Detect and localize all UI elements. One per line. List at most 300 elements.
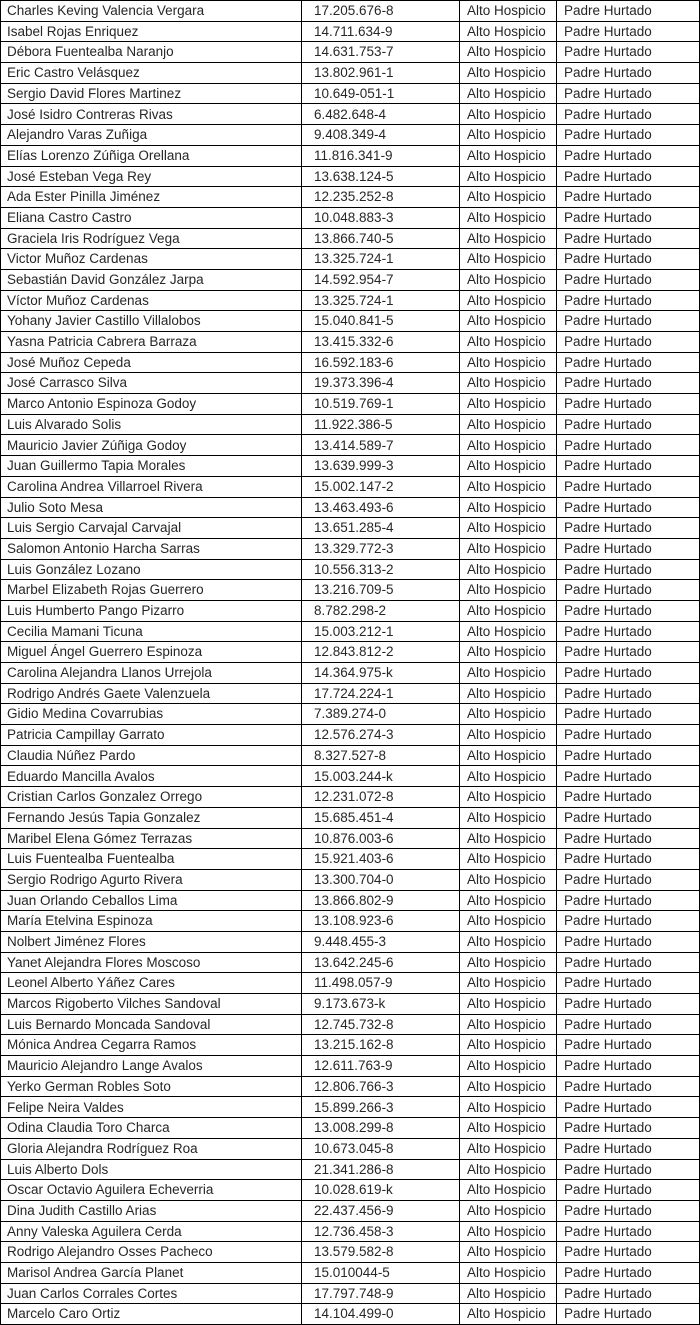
cell-location: Padre Hurtado xyxy=(557,187,700,208)
cell-person-name: Leonel Alberto Yáñez Cares xyxy=(1,973,302,994)
cell-person-name: Cristian Carlos Gonzalez Orrego xyxy=(1,787,302,808)
cell-person-name: Elías Lorenzo Zúñiga Orellana xyxy=(1,146,302,167)
cell-person-name: Juan Orlando Ceballos Lima xyxy=(1,891,302,912)
cell-city: Alto Hospicio xyxy=(460,456,557,477)
cell-location: Padre Hurtado xyxy=(557,22,700,43)
table-row xyxy=(1,663,700,684)
table-row xyxy=(1,104,700,125)
cell-location: Padre Hurtado xyxy=(557,415,700,436)
cell-rut: 13.329.772-3 xyxy=(302,539,460,560)
cell-location: Padre Hurtado xyxy=(557,829,700,850)
cell-rut: 13.415.332-6 xyxy=(302,332,460,353)
table-row xyxy=(1,973,700,994)
cell-city: Alto Hospicio xyxy=(460,849,557,870)
cell-person-name: Alejandro Varas Zuñiga xyxy=(1,125,302,146)
cell-location: Padre Hurtado xyxy=(557,787,700,808)
cell-person-name: Juan Carlos Corrales Cortes xyxy=(1,1284,302,1305)
cell-city: Alto Hospicio xyxy=(460,353,557,374)
cell-person-name: Sergio Rodrigo Agurto Rivera xyxy=(1,870,302,891)
cell-person-name: Victor Muñoz Cardenas xyxy=(1,249,302,270)
cell-person-name: Luis Bernardo Moncada Sandoval xyxy=(1,1015,302,1036)
table-row xyxy=(1,249,700,270)
cell-location: Padre Hurtado xyxy=(557,560,700,581)
cell-city: Alto Hospicio xyxy=(460,663,557,684)
cell-rut: 15.685.451-4 xyxy=(302,808,460,829)
table-row xyxy=(1,229,700,250)
cell-person-name: Gidio Medina Covarrubias xyxy=(1,704,302,725)
cell-location: Padre Hurtado xyxy=(557,1077,700,1098)
cell-location: Padre Hurtado xyxy=(557,477,700,498)
cell-rut: 14.711.634-9 xyxy=(302,22,460,43)
cell-rut: 13.414.589-7 xyxy=(302,435,460,456)
cell-city: Alto Hospicio xyxy=(460,373,557,394)
cell-location: Padre Hurtado xyxy=(557,1160,700,1181)
cell-rut: 13.642.245-6 xyxy=(302,953,460,974)
cell-location: Padre Hurtado xyxy=(557,601,700,622)
cell-person-name: Yasna Patricia Cabrera Barraza xyxy=(1,332,302,353)
cell-city: Alto Hospicio xyxy=(460,953,557,974)
cell-city: Alto Hospicio xyxy=(460,332,557,353)
cell-city: Alto Hospicio xyxy=(460,229,557,250)
cell-rut: 10.028.619-k xyxy=(302,1180,460,1201)
cell-rut: 10.876.003-6 xyxy=(302,829,460,850)
cell-rut: 9.408.349-4 xyxy=(302,125,460,146)
cell-rut: 11.816.341-9 xyxy=(302,146,460,167)
cell-person-name: Sergio David Flores Martinez xyxy=(1,84,302,105)
cell-person-name: Luis Humberto Pango Pizarro xyxy=(1,601,302,622)
cell-location: Padre Hurtado xyxy=(557,498,700,519)
cell-person-name: Ada Ester Pinilla Jiménez xyxy=(1,187,302,208)
cell-city: Alto Hospicio xyxy=(460,63,557,84)
cell-rut: 13.866.802-9 xyxy=(302,891,460,912)
cell-location: Padre Hurtado xyxy=(557,663,700,684)
cell-location: Padre Hurtado xyxy=(557,146,700,167)
cell-location: Padre Hurtado xyxy=(557,539,700,560)
cell-person-name: Eduardo Mancilla Avalos xyxy=(1,766,302,787)
cell-person-name: Marisol Andrea García Planet xyxy=(1,1263,302,1284)
cell-city: Alto Hospicio xyxy=(460,435,557,456)
cell-person-name: Cecilia Mamani Ticuna xyxy=(1,622,302,643)
cell-city: Alto Hospicio xyxy=(460,1,557,22)
cell-rut: 8.327.527-8 xyxy=(302,746,460,767)
table-row xyxy=(1,1222,700,1243)
table-row xyxy=(1,1201,700,1222)
cell-city: Alto Hospicio xyxy=(460,1077,557,1098)
table-row xyxy=(1,1056,700,1077)
cell-location: Padre Hurtado xyxy=(557,684,700,705)
cell-person-name: Charles Keving Valencia Vergara xyxy=(1,1,302,22)
cell-city: Alto Hospicio xyxy=(460,311,557,332)
table-row xyxy=(1,622,700,643)
cell-person-name: Salomon Antonio Harcha Sarras xyxy=(1,539,302,560)
cell-person-name: Marcos Rigoberto Vilches Sandoval xyxy=(1,994,302,1015)
cell-city: Alto Hospicio xyxy=(460,518,557,539)
cell-rut: 13.866.740-5 xyxy=(302,229,460,250)
table-row xyxy=(1,684,700,705)
cell-location: Padre Hurtado xyxy=(557,208,700,229)
cell-rut: 13.300.704-0 xyxy=(302,870,460,891)
table-row xyxy=(1,435,700,456)
cell-person-name: Mónica Andrea Cegarra Ramos xyxy=(1,1035,302,1056)
cell-person-name: Maribel Elena Gómez Terrazas xyxy=(1,829,302,850)
cell-city: Alto Hospicio xyxy=(460,1118,557,1139)
cell-city: Alto Hospicio xyxy=(460,125,557,146)
cell-location: Padre Hurtado xyxy=(557,332,700,353)
cell-rut: 15.899.266-3 xyxy=(302,1097,460,1118)
cell-person-name: Graciela Iris Rodríguez Vega xyxy=(1,229,302,250)
cell-city: Alto Hospicio xyxy=(460,642,557,663)
cell-rut: 12.736.458-3 xyxy=(302,1222,460,1243)
cell-city: Alto Hospicio xyxy=(460,1284,557,1305)
cell-city: Alto Hospicio xyxy=(460,932,557,953)
cell-city: Alto Hospicio xyxy=(460,1139,557,1160)
cell-rut: 12.576.274-3 xyxy=(302,725,460,746)
cell-person-name: Luis Sergio Carvajal Carvajal xyxy=(1,518,302,539)
cell-city: Alto Hospicio xyxy=(460,42,557,63)
cell-rut: 10.048.883-3 xyxy=(302,208,460,229)
cell-person-name: Luis Fuentealba Fuentealba xyxy=(1,849,302,870)
table-row xyxy=(1,477,700,498)
cell-city: Alto Hospicio xyxy=(460,704,557,725)
cell-rut: 13.325.724-1 xyxy=(302,291,460,312)
table-row xyxy=(1,560,700,581)
cell-city: Alto Hospicio xyxy=(460,766,557,787)
cell-location: Padre Hurtado xyxy=(557,953,700,974)
cell-city: Alto Hospicio xyxy=(460,1160,557,1181)
cell-location: Padre Hurtado xyxy=(557,973,700,994)
table-row xyxy=(1,353,700,374)
cell-location: Padre Hurtado xyxy=(557,580,700,601)
cell-location: Padre Hurtado xyxy=(557,456,700,477)
cell-location: Padre Hurtado xyxy=(557,1035,700,1056)
table-row xyxy=(1,870,700,891)
cell-location: Padre Hurtado xyxy=(557,249,700,270)
cell-rut: 15.002.147-2 xyxy=(302,477,460,498)
cell-city: Alto Hospicio xyxy=(460,1222,557,1243)
table-row xyxy=(1,580,700,601)
table-row xyxy=(1,994,700,1015)
table-row xyxy=(1,208,700,229)
cell-location: Padre Hurtado xyxy=(557,746,700,767)
cell-location: Padre Hurtado xyxy=(557,167,700,188)
cell-city: Alto Hospicio xyxy=(460,208,557,229)
cell-city: Alto Hospicio xyxy=(460,808,557,829)
cell-location: Padre Hurtado xyxy=(557,1263,700,1284)
table-row xyxy=(1,498,700,519)
cell-city: Alto Hospicio xyxy=(460,1035,557,1056)
cell-location: Padre Hurtado xyxy=(557,725,700,746)
cell-rut: 13.579.582-8 xyxy=(302,1242,460,1263)
table-row xyxy=(1,42,700,63)
table-row xyxy=(1,1139,700,1160)
cell-rut: 7.389.274-0 xyxy=(302,704,460,725)
cell-person-name: Carolina Alejandra Llanos Urrejola xyxy=(1,663,302,684)
cell-location: Padre Hurtado xyxy=(557,808,700,829)
table-row xyxy=(1,829,700,850)
cell-person-name: Marbel Elizabeth Rojas Guerrero xyxy=(1,580,302,601)
cell-location: Padre Hurtado xyxy=(557,1180,700,1201)
cell-location: Padre Hurtado xyxy=(557,642,700,663)
cell-person-name: José Muñoz Cepeda xyxy=(1,353,302,374)
cell-city: Alto Hospicio xyxy=(460,1097,557,1118)
cell-city: Alto Hospicio xyxy=(460,746,557,767)
cell-rut: 13.216.709-5 xyxy=(302,580,460,601)
cell-city: Alto Hospicio xyxy=(460,870,557,891)
cell-city: Alto Hospicio xyxy=(460,560,557,581)
table-row xyxy=(1,642,700,663)
table-row xyxy=(1,539,700,560)
cell-person-name: Mauricio Javier Zúñiga Godoy xyxy=(1,435,302,456)
cell-rut: 13.802.961-1 xyxy=(302,63,460,84)
table-row xyxy=(1,1304,700,1325)
cell-rut: 21.341.286-8 xyxy=(302,1160,460,1181)
table-row xyxy=(1,22,700,43)
cell-person-name: José Carrasco Silva xyxy=(1,373,302,394)
cell-rut: 14.592.954-7 xyxy=(302,270,460,291)
cell-location: Padre Hurtado xyxy=(557,1,700,22)
cell-person-name: José Esteban Vega Rey xyxy=(1,167,302,188)
cell-city: Alto Hospicio xyxy=(460,1056,557,1077)
cell-city: Alto Hospicio xyxy=(460,1015,557,1036)
cell-city: Alto Hospicio xyxy=(460,291,557,312)
table-row xyxy=(1,746,700,767)
cell-location: Padre Hurtado xyxy=(557,1242,700,1263)
table-row xyxy=(1,1015,700,1036)
cell-city: Alto Hospicio xyxy=(460,415,557,436)
cell-city: Alto Hospicio xyxy=(460,891,557,912)
cell-city: Alto Hospicio xyxy=(460,249,557,270)
cell-city: Alto Hospicio xyxy=(460,1263,557,1284)
cell-location: Padre Hurtado xyxy=(557,870,700,891)
cell-location: Padre Hurtado xyxy=(557,353,700,374)
cell-person-name: Marco Antonio Espinoza Godoy xyxy=(1,394,302,415)
cell-person-name: Carolina Andrea Villarroel Rivera xyxy=(1,477,302,498)
cell-person-name: Mauricio Alejandro Lange Avalos xyxy=(1,1056,302,1077)
cell-city: Alto Hospicio xyxy=(460,601,557,622)
table-row xyxy=(1,1035,700,1056)
cell-city: Alto Hospicio xyxy=(460,829,557,850)
cell-person-name: Luis Alberto Dols xyxy=(1,1160,302,1181)
cell-location: Padre Hurtado xyxy=(557,1139,700,1160)
table-row xyxy=(1,1077,700,1098)
cell-location: Padre Hurtado xyxy=(557,766,700,787)
cell-rut: 12.745.732-8 xyxy=(302,1015,460,1036)
cell-location: Padre Hurtado xyxy=(557,84,700,105)
cell-rut: 9.173.673-k xyxy=(302,994,460,1015)
cell-person-name: Juan Guillermo Tapia Morales xyxy=(1,456,302,477)
cell-person-name: Rodrigo Andrés Gaete Valenzuela xyxy=(1,684,302,705)
cell-city: Alto Hospicio xyxy=(460,477,557,498)
table-row xyxy=(1,1284,700,1305)
cell-person-name: Rodrigo Alejandro Osses Pacheco xyxy=(1,1242,302,1263)
cell-person-name: Yanet Alejandra Flores Moscoso xyxy=(1,953,302,974)
cell-rut: 12.235.252-8 xyxy=(302,187,460,208)
cell-rut: 10.673.045-8 xyxy=(302,1139,460,1160)
cell-person-name: Odina Claudia Toro Charca xyxy=(1,1118,302,1139)
cell-person-name: Julio Soto Mesa xyxy=(1,498,302,519)
cell-rut: 15.003.212-1 xyxy=(302,622,460,643)
cell-location: Padre Hurtado xyxy=(557,1056,700,1077)
cell-person-name: Dina Judith Castillo Arias xyxy=(1,1201,302,1222)
table-row xyxy=(1,146,700,167)
cell-person-name: María Etelvina Espinoza xyxy=(1,911,302,932)
cell-location: Padre Hurtado xyxy=(557,229,700,250)
cell-rut: 12.843.812-2 xyxy=(302,642,460,663)
cell-person-name: Miguel Ángel Guerrero Espinoza xyxy=(1,642,302,663)
cell-rut: 13.325.724-1 xyxy=(302,249,460,270)
cell-location: Padre Hurtado xyxy=(557,911,700,932)
cell-person-name: Yohany Javier Castillo Villalobos xyxy=(1,311,302,332)
cell-rut: 14.104.499-0 xyxy=(302,1304,460,1325)
cell-rut: 15.921.403-6 xyxy=(302,849,460,870)
table-row xyxy=(1,84,700,105)
cell-rut: 10.649-051-1 xyxy=(302,84,460,105)
cell-city: Alto Hospicio xyxy=(460,787,557,808)
cell-city: Alto Hospicio xyxy=(460,146,557,167)
table-row xyxy=(1,518,700,539)
cell-location: Padre Hurtado xyxy=(557,994,700,1015)
cell-rut: 16.592.183-6 xyxy=(302,353,460,374)
cell-rut: 14.364.975-k xyxy=(302,663,460,684)
table-row xyxy=(1,787,700,808)
cell-location: Padre Hurtado xyxy=(557,704,700,725)
cell-city: Alto Hospicio xyxy=(460,622,557,643)
table-row xyxy=(1,1263,700,1284)
table-row xyxy=(1,725,700,746)
cell-person-name: Fernando Jesús Tapia Gonzalez xyxy=(1,808,302,829)
table-row xyxy=(1,270,700,291)
cell-location: Padre Hurtado xyxy=(557,373,700,394)
cell-city: Alto Hospicio xyxy=(460,1242,557,1263)
cell-rut: 10.519.769-1 xyxy=(302,394,460,415)
cell-person-name: Eric Castro Velásquez xyxy=(1,63,302,84)
table-row xyxy=(1,766,700,787)
table-row xyxy=(1,332,700,353)
cell-person-name: Yerko German Robles Soto xyxy=(1,1077,302,1098)
cell-city: Alto Hospicio xyxy=(460,84,557,105)
cell-rut: 15.040.841-5 xyxy=(302,311,460,332)
cell-person-name: Víctor Muñoz Cardenas xyxy=(1,291,302,312)
cell-person-name: Sebastián David González Jarpa xyxy=(1,270,302,291)
cell-city: Alto Hospicio xyxy=(460,539,557,560)
cell-rut: 13.215.162-8 xyxy=(302,1035,460,1056)
cell-location: Padre Hurtado xyxy=(557,63,700,84)
cell-rut: 17.797.748-9 xyxy=(302,1284,460,1305)
cell-location: Padre Hurtado xyxy=(557,270,700,291)
cell-rut: 10.556.313-2 xyxy=(302,560,460,581)
cell-rut: 12.231.072-8 xyxy=(302,787,460,808)
cell-city: Alto Hospicio xyxy=(460,1180,557,1201)
cell-person-name: Eliana Castro Castro xyxy=(1,208,302,229)
cell-city: Alto Hospicio xyxy=(460,270,557,291)
cell-city: Alto Hospicio xyxy=(460,498,557,519)
cell-person-name: Marcelo Caro Ortiz xyxy=(1,1304,302,1325)
table-row xyxy=(1,704,700,725)
cell-city: Alto Hospicio xyxy=(460,1201,557,1222)
table-row xyxy=(1,808,700,829)
table-row xyxy=(1,891,700,912)
cell-person-name: José Isidro Contreras Rivas xyxy=(1,104,302,125)
cell-rut: 15.003.244-k xyxy=(302,766,460,787)
table-row xyxy=(1,291,700,312)
table-row xyxy=(1,63,700,84)
cell-location: Padre Hurtado xyxy=(557,1222,700,1243)
cell-rut: 12.611.763-9 xyxy=(302,1056,460,1077)
cell-person-name: Nolbert Jiménez Flores xyxy=(1,932,302,953)
cell-city: Alto Hospicio xyxy=(460,187,557,208)
cell-rut: 13.639.999-3 xyxy=(302,456,460,477)
table-row xyxy=(1,849,700,870)
table-row xyxy=(1,311,700,332)
cell-location: Padre Hurtado xyxy=(557,104,700,125)
cell-location: Padre Hurtado xyxy=(557,849,700,870)
table-row xyxy=(1,1118,700,1139)
cell-person-name: Anny Valeska Aguilera Cerda xyxy=(1,1222,302,1243)
cell-location: Padre Hurtado xyxy=(557,1015,700,1036)
cell-rut: 8.782.298-2 xyxy=(302,601,460,622)
cell-rut: 9.448.455-3 xyxy=(302,932,460,953)
cell-city: Alto Hospicio xyxy=(460,725,557,746)
cell-city: Alto Hospicio xyxy=(460,167,557,188)
cell-city: Alto Hospicio xyxy=(460,394,557,415)
cell-location: Padre Hurtado xyxy=(557,311,700,332)
cell-location: Padre Hurtado xyxy=(557,1284,700,1305)
table-row xyxy=(1,1097,700,1118)
cell-location: Padre Hurtado xyxy=(557,1304,700,1325)
table-row xyxy=(1,601,700,622)
cell-person-name: Débora Fuentealba Naranjo xyxy=(1,42,302,63)
cell-location: Padre Hurtado xyxy=(557,932,700,953)
cell-rut: 13.108.923-6 xyxy=(302,911,460,932)
table-row xyxy=(1,953,700,974)
cell-location: Padre Hurtado xyxy=(557,518,700,539)
cell-person-name: Patricia Campillay Garrato xyxy=(1,725,302,746)
table-row xyxy=(1,167,700,188)
cell-person-name: Isabel Rojas Enriquez xyxy=(1,22,302,43)
cell-rut: 13.008.299-8 xyxy=(302,1118,460,1139)
table-row xyxy=(1,1160,700,1181)
cell-rut: 19.373.396-4 xyxy=(302,373,460,394)
cell-location: Padre Hurtado xyxy=(557,1201,700,1222)
table-row xyxy=(1,932,700,953)
table-row xyxy=(1,187,700,208)
cell-location: Padre Hurtado xyxy=(557,125,700,146)
cell-rut: 12.806.766-3 xyxy=(302,1077,460,1098)
cell-location: Padre Hurtado xyxy=(557,1097,700,1118)
cell-city: Alto Hospicio xyxy=(460,911,557,932)
cell-city: Alto Hospicio xyxy=(460,1304,557,1325)
cell-location: Padre Hurtado xyxy=(557,891,700,912)
cell-rut: 15.010044-5 xyxy=(302,1263,460,1284)
table-row xyxy=(1,373,700,394)
cell-rut: 14.631.753-7 xyxy=(302,42,460,63)
cell-city: Alto Hospicio xyxy=(460,973,557,994)
cell-rut: 13.651.285-4 xyxy=(302,518,460,539)
cell-rut: 11.498.057-9 xyxy=(302,973,460,994)
cell-location: Padre Hurtado xyxy=(557,394,700,415)
cell-person-name: Gloria Alejandra Rodríguez Roa xyxy=(1,1139,302,1160)
cell-rut: 13.463.493-6 xyxy=(302,498,460,519)
cell-location: Padre Hurtado xyxy=(557,42,700,63)
cell-city: Alto Hospicio xyxy=(460,580,557,601)
cell-person-name: Claudia Núñez Pardo xyxy=(1,746,302,767)
cell-rut: 17.724.224-1 xyxy=(302,684,460,705)
table-row xyxy=(1,394,700,415)
cell-rut: 22.437.456-9 xyxy=(302,1201,460,1222)
cell-person-name: Luis González Lozano xyxy=(1,560,302,581)
cell-location: Padre Hurtado xyxy=(557,435,700,456)
cell-person-name: Felipe Neira Valdes xyxy=(1,1097,302,1118)
